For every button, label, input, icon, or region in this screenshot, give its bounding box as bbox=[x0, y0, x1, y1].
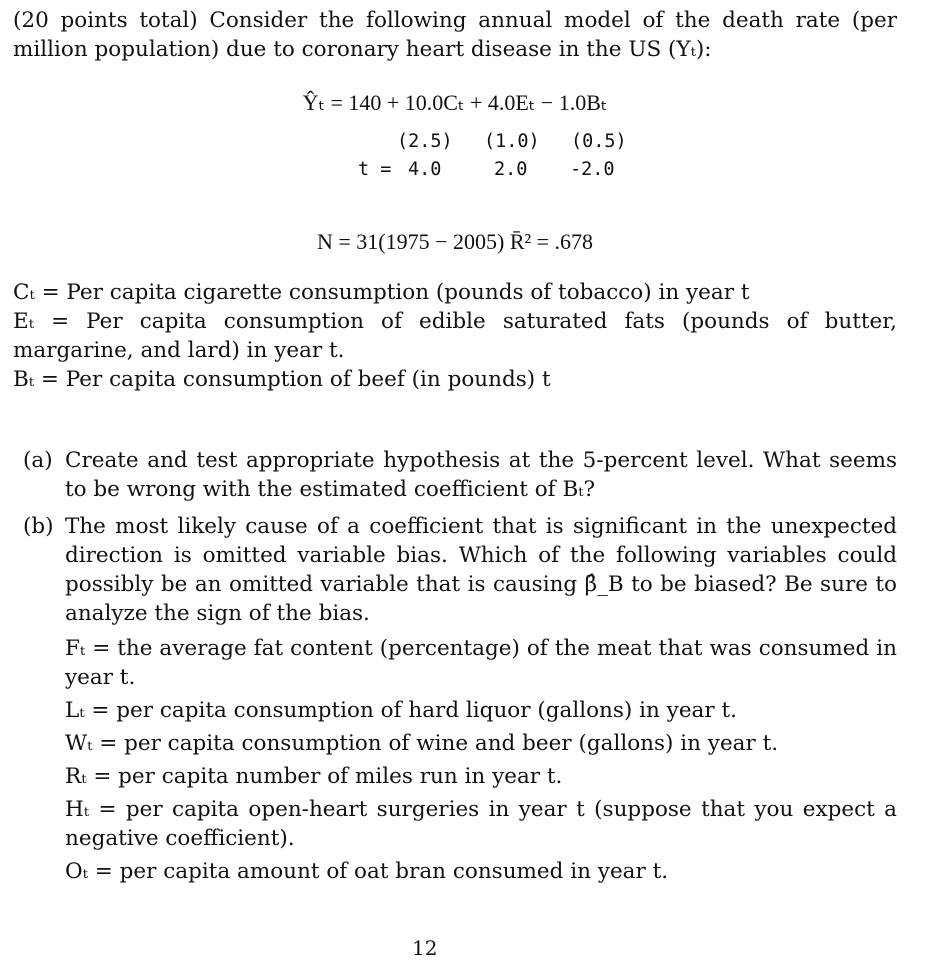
question-a bbox=[13, 446, 897, 504]
variable-r: Rₜ = per capita number of miles run in year t. bbox=[65, 764, 563, 789]
regression-equation: Ŷₜ = 140 + 10.0Cₜ + 4.0Eₜ − 1.0Bₜ bbox=[302, 90, 608, 115]
variable-f: Fₜ = the average fat content (percentage) of the meat that was consumed in year t. bbox=[65, 636, 897, 690]
t-stats-row bbox=[13, 155, 897, 183]
problem-page bbox=[13, 6, 897, 894]
variable-h: Hₜ = per capita open-heart surgeries in year t (suppose that you expect a negative coefficient). bbox=[65, 797, 897, 851]
se-c: (2.5) bbox=[397, 131, 453, 152]
standard-errors-row bbox=[13, 127, 897, 155]
question-list bbox=[13, 446, 897, 886]
variable-definitions bbox=[13, 278, 897, 394]
variable-o: Oₜ = per capita amount of oat bran consumed in year t. bbox=[65, 859, 669, 884]
page-number: 12 bbox=[412, 936, 438, 960]
candidate-variables bbox=[65, 634, 897, 886]
definition-c: Cₜ = Per capita cigarette consumption (pounds of tobacco) in year t bbox=[13, 280, 750, 305]
question-b-label: (b) bbox=[23, 514, 54, 539]
definition-b: Bₜ = Per capita consumption of beef (in pounds) t bbox=[13, 367, 551, 392]
question-b-text: The most likely cause of a coefficient that is significant in the unexpected direction is omitted variable bias. Which of the following variables could possibly be an omitted variable that is causing β̂_B to be biased? Be sure to analyze the sign of the bias. bbox=[65, 514, 897, 626]
se-e: (1.0) bbox=[484, 131, 540, 152]
variable-l: Lₜ = per capita consumption of hard liquor (gallons) in year t. bbox=[65, 698, 737, 723]
stats-line: N = 31(1975 − 2005) R̄² = .678 bbox=[316, 229, 594, 254]
definition-e: Eₜ = Per capita consumption of edible saturated fats (pounds of butter, margarine, and lard) in year t. bbox=[13, 309, 897, 363]
t-b: -2.0 bbox=[570, 159, 615, 180]
variable-w: Wₜ = per capita consumption of wine and beer (gallons) in year t. bbox=[65, 731, 779, 756]
t-c: 4.0 bbox=[408, 159, 442, 180]
t-e: 2.0 bbox=[494, 159, 528, 180]
t-label: t = bbox=[358, 159, 392, 180]
se-b: (0.5) bbox=[571, 131, 627, 152]
question-a-text: Create and test appropriate hypothesis at the 5-percent level. What seems to be wrong with the estimated coefficient of Bₜ? bbox=[65, 448, 897, 502]
question-a-label: (a) bbox=[23, 448, 53, 473]
question-b bbox=[13, 512, 897, 886]
intro-paragraph: (20 points total) Consider the following annual model of the death rate (per million population) due to coronary heart disease in the US (Yₜ): bbox=[13, 8, 897, 62]
